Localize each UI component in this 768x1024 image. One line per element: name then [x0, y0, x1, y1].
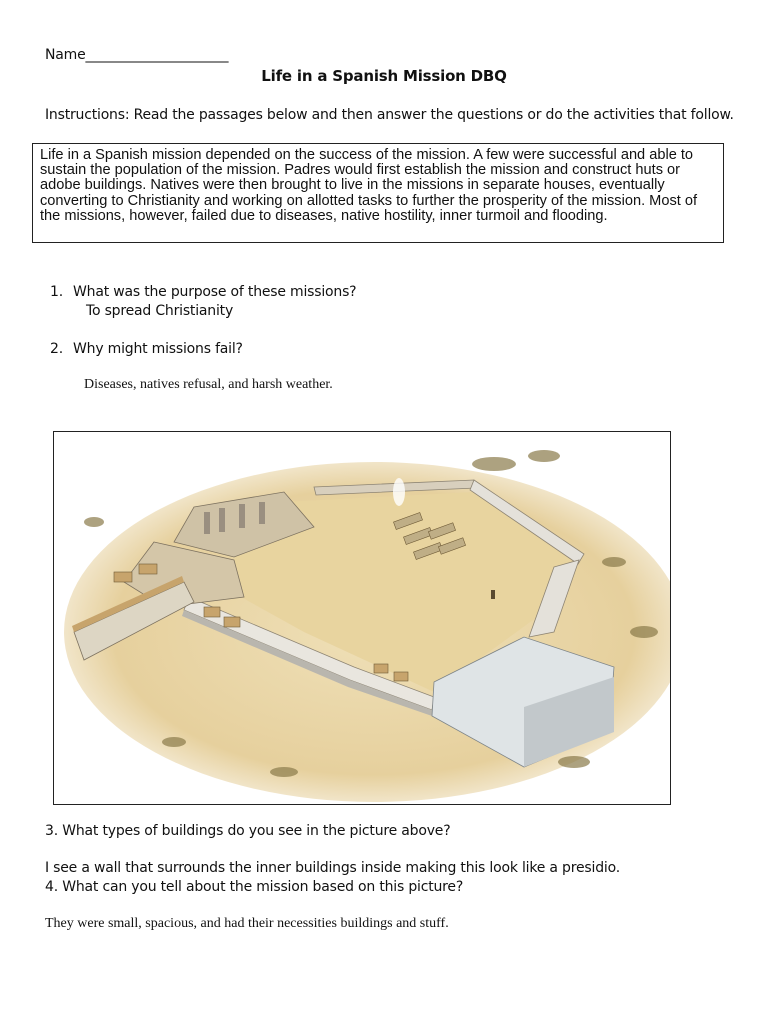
person — [491, 590, 495, 599]
answer-3: I see a wall that surrounds the inner buildings inside making this look like a presidio. — [45, 860, 620, 876]
question-1-text: What was the purpose of these missions? — [73, 284, 357, 300]
question-1-number: 1. — [50, 284, 63, 300]
answer-2: Diseases, natives refusal, and harsh weather. — [84, 377, 333, 392]
question-3 — [45, 823, 450, 839]
mission-illustration-drawing — [54, 432, 670, 804]
question-2-text: Why might missions fail? — [73, 341, 243, 357]
name-field-label: Name_____________________ — [45, 47, 229, 63]
passage-text: Life in a Spanish mission depended on the success of the mission. A few were successful and able to sustain the population of the mission. Padres would first establish the mission and construct huts or adobe buildings. Natives were then brought to live in the missions in separate houses, eventually converting to Christianity and working on allotted tasks to further the prosperity of the mission. Most of the missions, however, failed due to diseases, native hostility, inner turmoil and flooding. — [40, 147, 698, 224]
instructions-text: Instructions: Read the passages below and then answer the questions or do the activities that follow. — [45, 107, 734, 123]
question-4-text: What can you tell about the mission based on this picture? — [62, 879, 464, 895]
smoke — [393, 478, 405, 506]
answer-1: To spread Christianity — [86, 303, 234, 319]
answer-4: They were small, spacious, and had their necessities buildings and stuff. — [45, 916, 449, 931]
question-4 — [45, 879, 463, 895]
question-3-number: 3. — [45, 823, 58, 839]
question-3-text: What types of buildings do you see in the picture above? — [62, 823, 451, 839]
question-2-number: 2. — [50, 341, 63, 357]
question-4-number: 4. — [45, 879, 58, 895]
question-2 — [50, 341, 243, 357]
question-1 — [50, 284, 356, 300]
page-title: Life in a Spanish Mission DBQ — [261, 67, 507, 85]
mission-illustration — [53, 431, 671, 805]
